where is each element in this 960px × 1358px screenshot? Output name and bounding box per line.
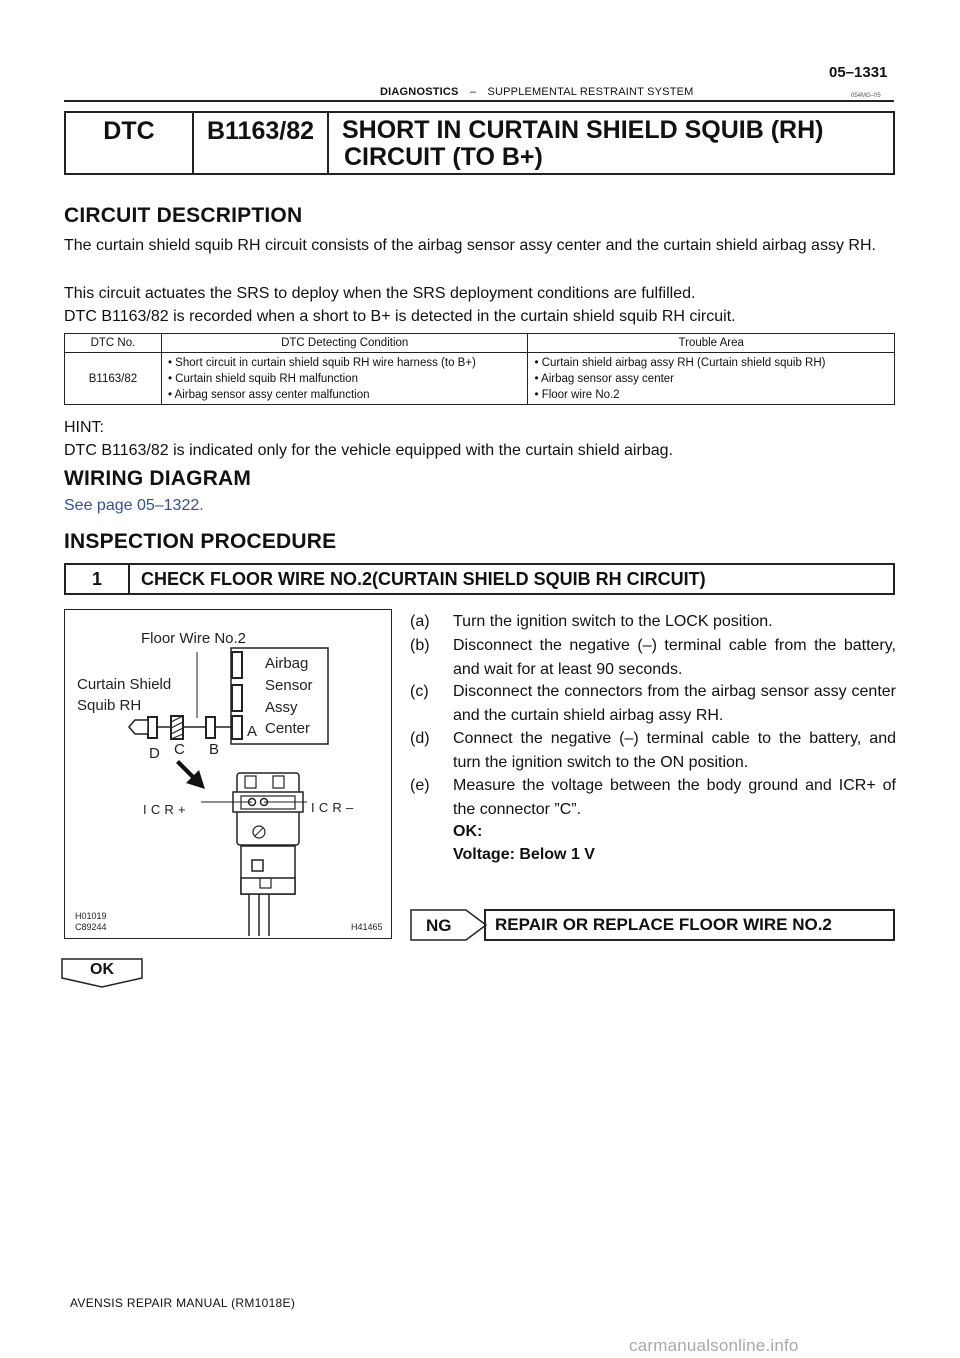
step-title: CHECK FLOOR WIRE NO.2(CURTAIN SHIELD SQUIB RH CIRCUIT) — [141, 569, 706, 589]
connector-diagram — [65, 610, 391, 938]
connector-b — [206, 717, 215, 738]
ng-tag-text: NG — [426, 916, 452, 935]
dtc-title — [342, 117, 892, 171]
connector-d — [148, 717, 157, 738]
procedure-text: Turn the ignition switch to the LOCK position. — [453, 613, 773, 630]
section-sub: SUPPLEMENTAL RESTRAINT SYSTEM — [487, 86, 694, 98]
step-1-bar — [64, 563, 895, 595]
squib-label-line1: Curtain Shield — [77, 676, 172, 693]
watermark: carmanualsonline.info — [629, 1336, 799, 1355]
procedure-text: Disconnect the negative (–) terminal cable from the battery, and wait for at least 90 seconds. — [453, 637, 896, 678]
figure-ref-2: C89244 — [75, 922, 107, 932]
condition-item: • Short circuit in curtain shield squib RH wire harness (to B+) — [167, 357, 476, 369]
circuit-description-p3: DTC B1163/82 is recorded when a short to B+ is detected in the curtain shield squib RH circuit. — [64, 308, 736, 325]
connector-b-label: B — [209, 741, 220, 758]
wiring-diagram-heading: WIRING DIAGRAM — [64, 467, 252, 490]
floor-wire-label: Floor Wire No.2 — [141, 630, 247, 647]
hint-text: DTC B1163/82 is indicated only for the vehicle equipped with the curtain shield airbag. — [64, 442, 673, 459]
trouble-area-item: • Airbag sensor assy center — [534, 373, 675, 385]
circuit-description-p1: The curtain shield squib RH circuit consists of the airbag sensor assy center and the curtain shield airbag assy RH. — [64, 237, 876, 254]
ok-spec-label: OK: — [453, 823, 483, 840]
inspection-procedure-heading: INSPECTION PROCEDURE — [64, 530, 337, 553]
sensor-label-line1: Airbag — [265, 655, 309, 672]
ok-tag-text: OK — [90, 961, 114, 978]
procedure-step — [410, 634, 896, 682]
figure-ref-1: H01019 — [75, 911, 107, 921]
icr-minus-label: I C R – — [311, 800, 354, 815]
sensor-label-line3: Assy — [265, 699, 298, 716]
col-header-condition: DTC Detecting Condition — [161, 334, 528, 353]
procedure-text: Measure the voltage between the body ground and ICR+ of the connector ”C”. — [453, 777, 896, 818]
procedure-label: (d) — [410, 730, 430, 747]
wiring-diagram-link[interactable]: See page 05–1322. — [64, 497, 204, 514]
procedure-label: (a) — [410, 613, 430, 630]
doc-code: 054MG–05 — [851, 93, 881, 99]
ng-tag — [410, 911, 488, 941]
procedure-step — [410, 680, 896, 728]
condition-item: • Airbag sensor assy center malfunction — [167, 389, 370, 401]
procedure-step — [410, 610, 896, 634]
ng-action-box: REPAIR OR REPLACE FLOOR WIRE NO.2 — [484, 909, 895, 941]
dtc-label: DTC — [66, 113, 194, 173]
trouble-area-item: • Floor wire No.2 — [534, 389, 620, 401]
table-header-row — [65, 334, 895, 353]
sensor-connector-2 — [232, 685, 242, 711]
circuit-description-heading: CIRCUIT DESCRIPTION — [64, 204, 303, 227]
dtc-title-line1: SHORT IN CURTAIN SHIELD SQUIB (RH) — [342, 116, 824, 144]
procedure-label: (b) — [410, 637, 430, 654]
sensor-connector-a — [232, 716, 242, 739]
cell-dtc-no: B1163/82 — [65, 353, 162, 405]
trouble-area-item: • Curtain shield airbag assy RH (Curtain shield squib RH) — [534, 357, 826, 369]
procedure-label: (e) — [410, 777, 430, 794]
ok-result-tag — [60, 958, 144, 993]
squib-label-line2: Squib RH — [77, 697, 142, 714]
sensor-label-line4: Center — [265, 720, 311, 737]
dtc-code: B1163/82 — [194, 113, 329, 173]
footer-manual: AVENSIS REPAIR MANUAL (RM1018E) — [70, 1296, 296, 1310]
procedure-text: Disconnect the connectors from the airbag sensor assy center and the curtain shield airbag assy RH. — [453, 683, 896, 724]
section-separator: – — [469, 86, 477, 98]
table-row — [65, 353, 895, 405]
connector-d-label: D — [149, 745, 160, 762]
dtc-title-box — [64, 111, 895, 175]
direction-arrow — [176, 760, 205, 789]
ok-spec-value: Voltage: Below 1 V — [453, 846, 595, 863]
connector-figure — [64, 609, 392, 939]
figure-ref-3: H41465 — [351, 922, 383, 932]
dtc-title-line2: CIRCUIT (TO B+) — [344, 143, 543, 171]
cell-trouble-areas — [528, 353, 895, 405]
col-header-trouble-area: Trouble Area — [528, 334, 895, 353]
procedure-text: Connect the negative (–) terminal cable to the battery, and turn the ignition switch to the ON position. — [453, 730, 896, 771]
connector-c-label: C — [174, 741, 185, 758]
procedure-step — [410, 774, 896, 822]
connector-a-label: A — [247, 723, 258, 740]
sensor-label-line2: Sensor — [265, 677, 313, 694]
sensor-connector-1 — [232, 652, 242, 678]
squib-plug — [129, 720, 148, 734]
procedure-label: (c) — [410, 683, 429, 700]
page-number: 05–1331 — [829, 64, 888, 81]
circuit-description-p2: This circuit actuates the SRS to deploy when the SRS deployment conditions are fulfilled. — [64, 285, 696, 302]
cell-conditions — [161, 353, 528, 405]
hint-label: HINT: — [64, 419, 104, 436]
icr-plus-label: I C R + — [143, 802, 186, 817]
condition-item: • Curtain shield squib RH malfunction — [167, 373, 358, 385]
section-bold: DIAGNOSTICS — [380, 86, 459, 98]
dtc-table — [64, 333, 895, 405]
step-number: 1 — [66, 565, 130, 593]
col-header-dtc-no: DTC No. — [65, 334, 162, 353]
section-header — [380, 86, 694, 98]
header-rule — [64, 100, 894, 102]
procedure-step — [410, 727, 896, 775]
